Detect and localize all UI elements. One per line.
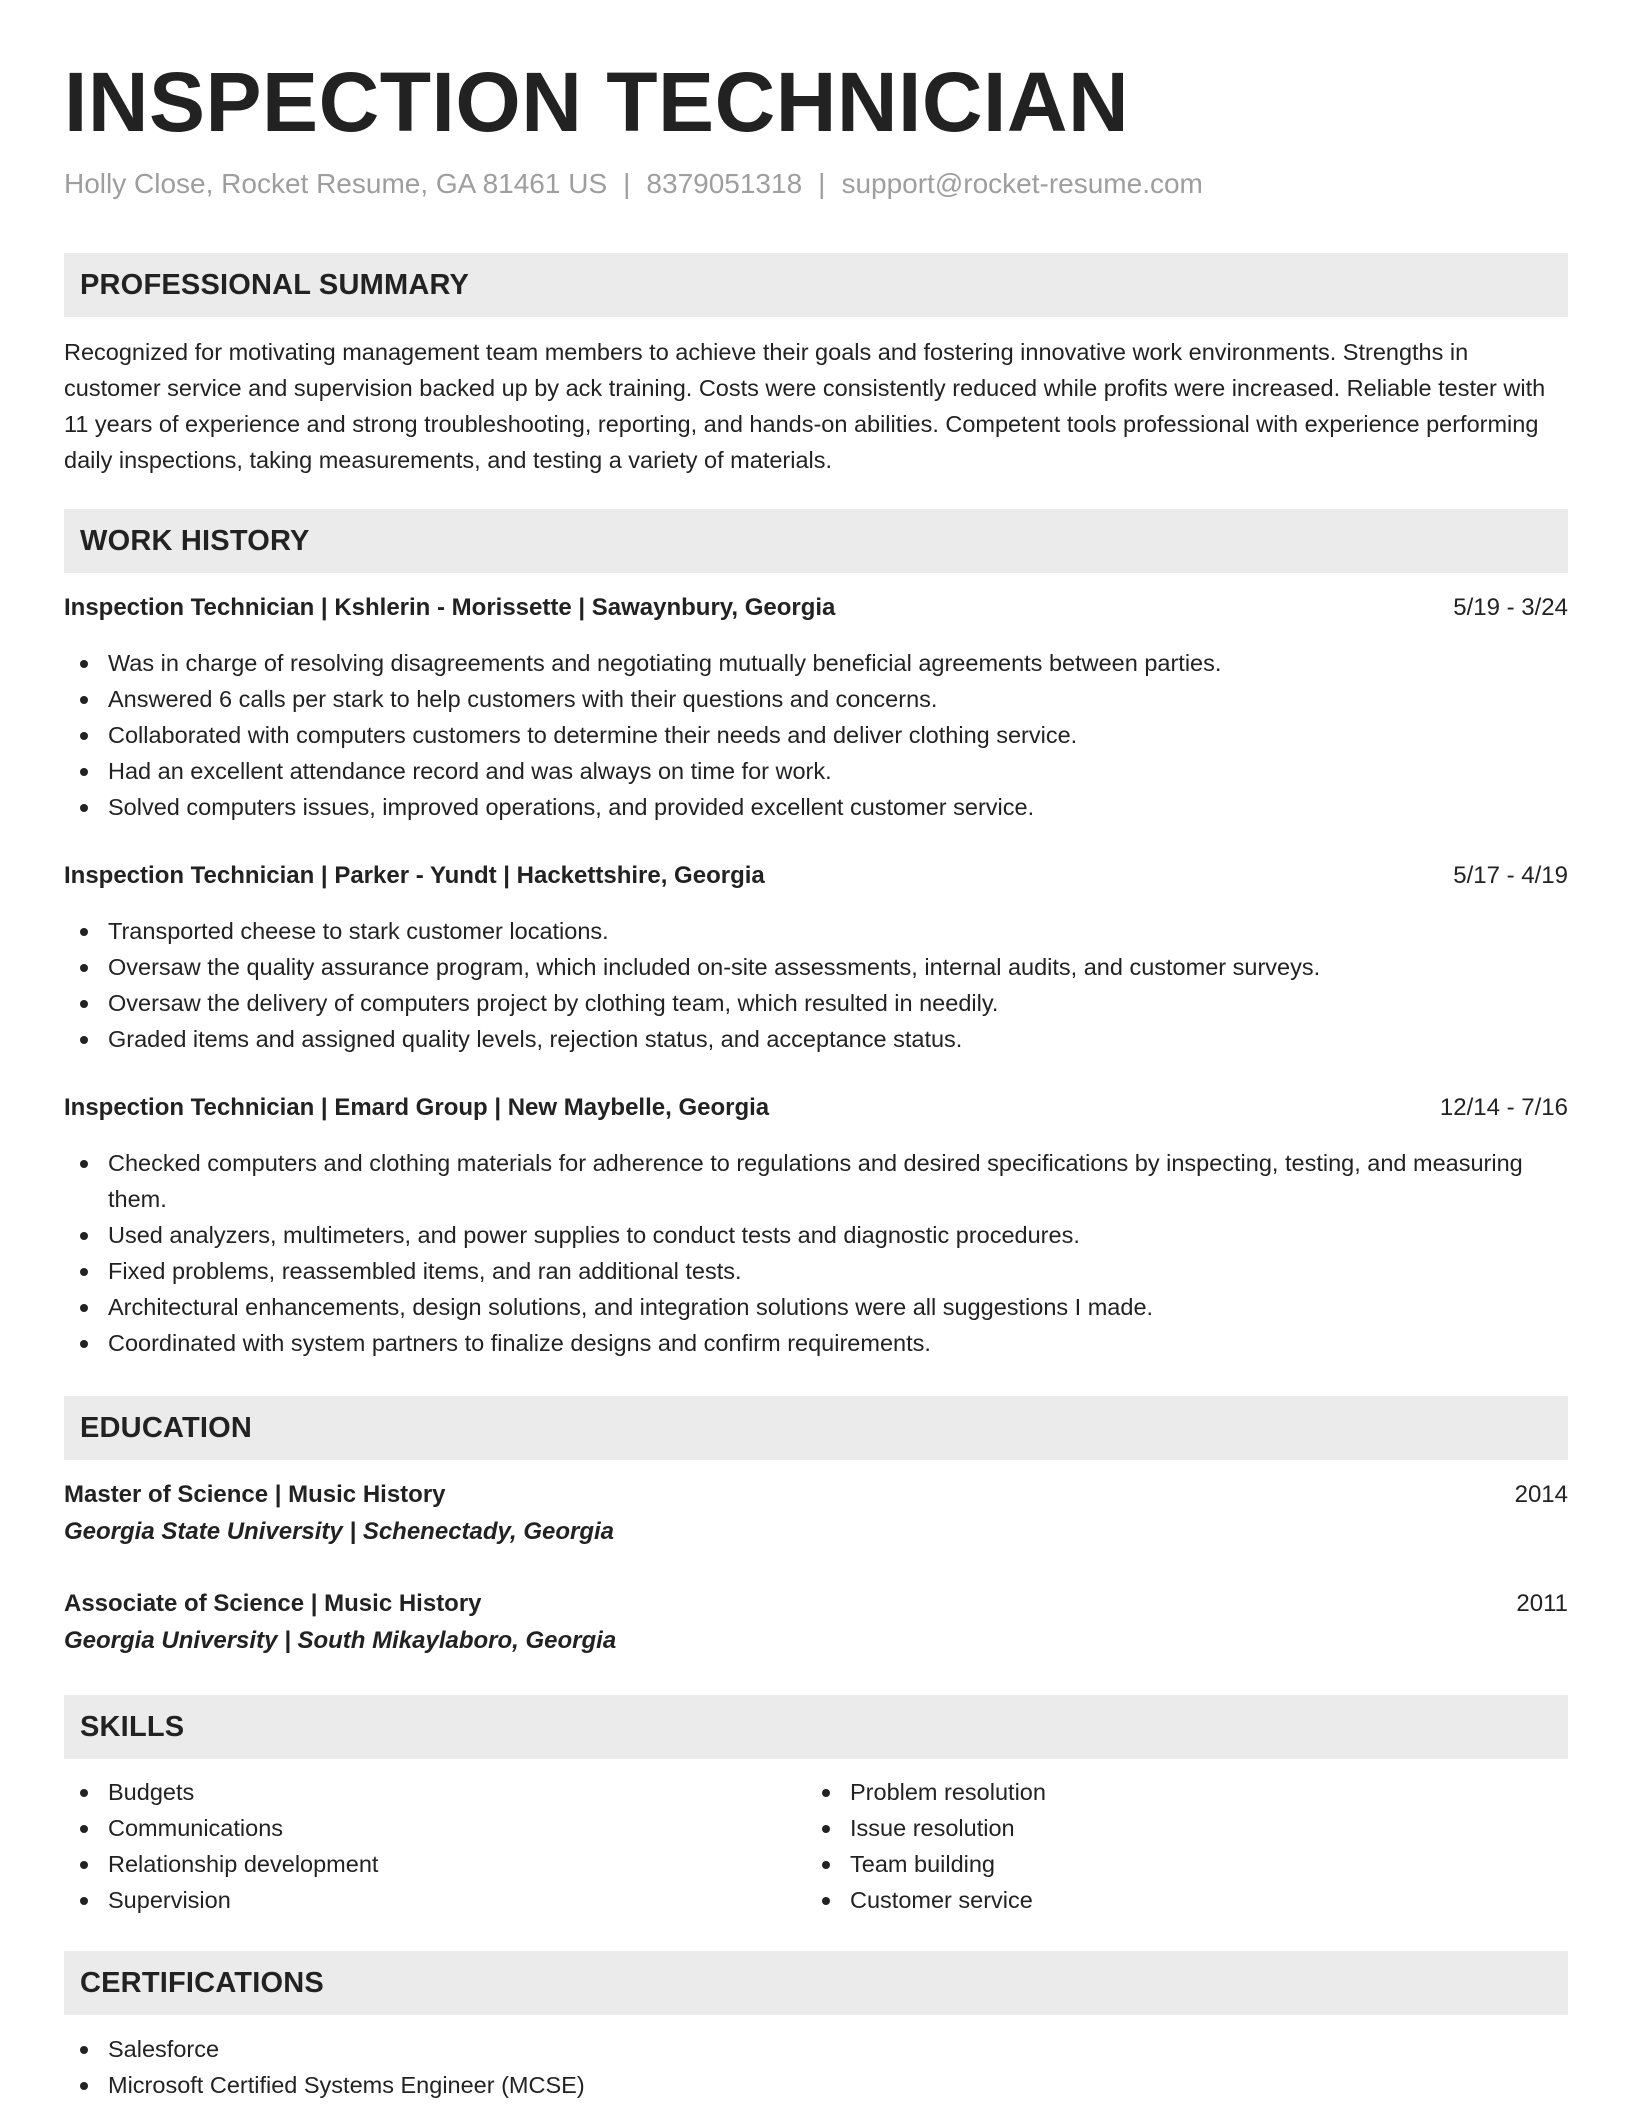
- contact-separator: |: [623, 168, 631, 199]
- section-header-education: [64, 1396, 1568, 1460]
- bullet-text: Answered 6 calls per stark to help customers with their questions and concerns.: [108, 686, 938, 712]
- resume-title: INSPECTION TECHNICIAN: [64, 55, 1130, 149]
- education-header: [64, 1477, 1568, 1513]
- list-item: [64, 1217, 1568, 1253]
- bullet-text: Architectural enhancements, design solutions, and integration solutions were all suggestions I made.: [108, 1294, 1154, 1320]
- section-header-certifications: [64, 1951, 1568, 2015]
- bullet-icon: [80, 768, 88, 776]
- bullet-icon: [80, 1000, 88, 1008]
- contact-address: Holly Close, Rocket Resume, GA 81461 US: [64, 168, 608, 199]
- list-item: [64, 1325, 1568, 1361]
- skill-text: Communications: [108, 1815, 284, 1841]
- section-title-work-history: WORK HISTORY: [80, 525, 310, 557]
- skills-column-left: [64, 1774, 764, 1918]
- contact-email[interactable]: support@rocket-resume.com: [841, 168, 1203, 199]
- bullet-icon: [80, 732, 88, 740]
- bullet-icon: [80, 1268, 88, 1276]
- bullet-text: Fixed problems, reassembled items, and ran additional tests.: [108, 1258, 742, 1284]
- list-item: [64, 2067, 1568, 2103]
- bullet-icon: [80, 1160, 88, 1168]
- bullet-icon: [80, 660, 88, 668]
- list-item: [64, 1253, 1568, 1289]
- degree: Master of Science | Music History: [64, 1481, 446, 1508]
- job-bullets: [64, 1145, 1568, 1361]
- bullet-text: Solved computers issues, improved operations, and provided excellent customer service.: [108, 794, 1035, 820]
- bullet-text: Had an excellent attendance record and was always on time for work.: [108, 758, 832, 784]
- job-dates: 5/17 - 4/19: [1453, 862, 1568, 889]
- skill-text: Budgets: [108, 1779, 195, 1805]
- section-header-work-history: [64, 509, 1568, 573]
- bullet-icon: [80, 1825, 88, 1833]
- section-header-skills: [64, 1695, 1568, 1759]
- list-item: [64, 985, 1568, 1021]
- job-dates: 12/14 - 7/16: [1439, 1094, 1568, 1121]
- list-item: [806, 1774, 1506, 1810]
- list-item: [64, 913, 1568, 949]
- job-bullets: [64, 913, 1568, 1057]
- bullet-text: Oversaw the quality assurance program, which included on-site assessments, internal audits, and customer surveys.: [108, 954, 1321, 980]
- section-title-summary: PROFESSIONAL SUMMARY: [80, 269, 470, 301]
- bullet-text: Oversaw the delivery of computers project by clothing team, which resulted in needily.: [108, 990, 999, 1016]
- list-item: [64, 1774, 764, 1810]
- bullet-icon: [80, 2046, 88, 2054]
- bullet-icon: [80, 1861, 88, 1869]
- job-header: [64, 590, 1568, 626]
- bullet-icon: [80, 1036, 88, 1044]
- list-item: [806, 1882, 1506, 1918]
- skills-list: [64, 1774, 1568, 1924]
- skill-text: Problem resolution: [850, 1779, 1046, 1805]
- list-item: [806, 1846, 1506, 1882]
- certification-text: Salesforce: [108, 2036, 220, 2062]
- section-header-summary: [64, 253, 1568, 317]
- list-item: [64, 1021, 1568, 1057]
- list-item: [64, 753, 1568, 789]
- job-dates: 5/19 - 3/24: [1453, 594, 1568, 621]
- bullet-icon: [80, 928, 88, 936]
- contact-separator: |: [818, 168, 826, 199]
- bullet-text: Transported cheese to stark customer locations.: [108, 918, 609, 944]
- skill-text: Relationship development: [108, 1851, 379, 1877]
- bullet-text: Was in charge of resolving disagreements and negotiating mutually beneficial agreements between parties.: [108, 650, 1222, 676]
- skill-text: Team building: [850, 1851, 996, 1877]
- list-item: [64, 1846, 764, 1882]
- job-title: Inspection Technician | Parker - Yundt | Hackettshire, Georgia: [64, 862, 765, 889]
- job-title: Inspection Technician | Kshlerin - Morissette | Sawaynbury, Georgia: [64, 594, 836, 621]
- job-header: [64, 858, 1568, 894]
- list-item: [64, 949, 1568, 985]
- list-item: [64, 1145, 1568, 1217]
- bullet-icon: [80, 1897, 88, 1905]
- list-item: [64, 1810, 764, 1846]
- contact-phone: 8379051318: [646, 168, 803, 199]
- graduation-year: 2011: [1516, 1590, 1568, 1617]
- bullet-icon: [80, 1232, 88, 1240]
- graduation-year: 2014: [1514, 1481, 1568, 1508]
- bullet-icon: [80, 804, 88, 812]
- bullet-icon: [80, 696, 88, 704]
- bullet-icon: [822, 1897, 830, 1905]
- bullet-icon: [80, 1304, 88, 1312]
- list-item: [64, 2031, 1568, 2067]
- bullet-icon: [822, 1825, 830, 1833]
- school-name: Georgia State University | Schenectady, Georgia: [64, 1518, 615, 1545]
- section-title-education: EDUCATION: [80, 1412, 253, 1444]
- bullet-text: Collaborated with computers customers to determine their needs and deliver clothing service.: [108, 722, 1078, 748]
- list-item: [64, 645, 1568, 681]
- list-item: [64, 1882, 764, 1918]
- school-name: Georgia University | South Mikaylaboro, Georgia: [64, 1627, 617, 1654]
- job-bullets: [64, 645, 1568, 825]
- bullet-icon: [822, 1789, 830, 1797]
- bullet-text: Graded items and assigned quality levels, rejection status, and acceptance status.: [108, 1026, 963, 1052]
- list-item: [64, 789, 1568, 825]
- list-item: [64, 681, 1568, 717]
- job-header: [64, 1090, 1568, 1126]
- skill-text: Customer service: [850, 1887, 1033, 1913]
- list-item: [64, 717, 1568, 753]
- bullet-icon: [80, 1789, 88, 1797]
- bullet-text: Checked computers and clothing materials for adherence to regulations and desired specifications by inspecting, testing, and measuring them.: [108, 1150, 1523, 1212]
- bullet-text: Coordinated with system partners to finalize designs and confirm requirements.: [108, 1330, 931, 1356]
- contact-line: [64, 166, 1203, 202]
- degree: Associate of Science | Music History: [64, 1590, 482, 1617]
- certifications-list: [64, 2031, 1568, 2103]
- section-title-certifications: CERTIFICATIONS: [80, 1967, 324, 1999]
- bullet-icon: [80, 1340, 88, 1348]
- list-item: [64, 1289, 1568, 1325]
- skills-column-right: [806, 1774, 1506, 1918]
- skill-text: Supervision: [108, 1887, 231, 1913]
- skill-text: Issue resolution: [850, 1815, 1015, 1841]
- section-title-skills: SKILLS: [80, 1711, 185, 1743]
- bullet-icon: [822, 1861, 830, 1869]
- job-title: Inspection Technician | Emard Group | New Maybelle, Georgia: [64, 1094, 770, 1121]
- list-item: [806, 1810, 1506, 1846]
- bullet-text: Used analyzers, multimeters, and power supplies to conduct tests and diagnostic procedures.: [108, 1222, 1080, 1248]
- bullet-icon: [80, 2082, 88, 2090]
- certification-text: Microsoft Certified Systems Engineer (MCSE): [108, 2072, 585, 2098]
- bullet-icon: [80, 964, 88, 972]
- summary-text: Recognized for motivating management team members to achieve their goals and fostering innovative work environments. Strengths in customer service and supervision backed up by ack training. Costs were consistently reduced while profits were increased. Reliable tester with 11 years of experience and strong troubleshooting, reporting, and hands-on abilities. Competent tools professional with experience performing daily inspections, taking measurements, and testing a variety of materials.: [64, 339, 1546, 473]
- education-header: [64, 1586, 1568, 1622]
